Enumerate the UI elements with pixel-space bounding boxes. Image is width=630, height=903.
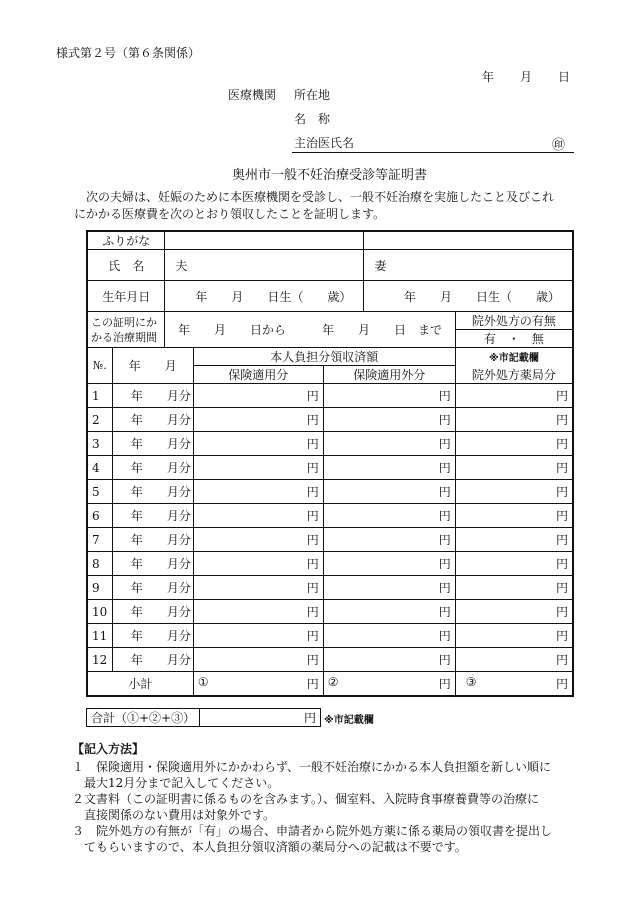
name-label: 氏 名 — [87, 250, 165, 281]
row-uninsured-amount[interactable]: 円 — [323, 600, 455, 624]
total-city-note: ※市記載欄 — [324, 715, 374, 726]
row-uninsured-amount[interactable]: 円 — [323, 528, 455, 552]
institution-address-label: 所在地 — [294, 88, 331, 102]
row-pharmacy-amount[interactable]: 円 — [455, 408, 573, 432]
row-insured-amount[interactable]: 円 — [193, 384, 323, 408]
husband-birthdate-cell[interactable]: 年 月 日生（ 歳） — [165, 281, 364, 312]
row-number: 1 — [87, 384, 112, 408]
furigana-wife-cell[interactable] — [364, 231, 573, 250]
subtotal-pharmacy[interactable] — [455, 672, 573, 697]
table-row — [87, 504, 573, 528]
intro-line-1: 次の夫婦は、妊娠のために本医療機関を受診し、一般不妊治療を実施したこと及びこれ — [86, 190, 555, 204]
row-month[interactable]: 年 月分 — [112, 552, 193, 576]
row-month[interactable]: 年 月分 — [112, 600, 193, 624]
row-pharmacy-amount[interactable]: 円 — [455, 480, 573, 504]
row-pharmacy-amount[interactable]: 円 — [455, 552, 573, 576]
row-insured-amount[interactable]: 円 — [193, 456, 323, 480]
row-uninsured-amount[interactable]: 円 — [323, 648, 455, 672]
row-insured-amount[interactable]: 円 — [193, 408, 323, 432]
row-insured-amount[interactable]: 円 — [193, 480, 323, 504]
table-row — [87, 456, 573, 480]
institution-label: 医療機関 — [228, 88, 277, 102]
row-number: 2 — [87, 408, 112, 432]
note-3-line-2: てもらいますので、本人負担分領収済額の薬局分への記載は不要です。 — [72, 840, 467, 854]
row-insured-amount[interactable]: 円 — [193, 600, 323, 624]
instructions — [72, 741, 572, 855]
row-uninsured-amount[interactable]: 円 — [323, 408, 455, 432]
row-month[interactable]: 年 月分 — [112, 624, 193, 648]
page-title: 奥州市一般不妊治療受診等証明書 — [232, 168, 428, 183]
row-uninsured-amount[interactable]: 円 — [323, 576, 455, 600]
row-uninsured-amount[interactable]: 円 — [323, 456, 455, 480]
table-row — [87, 648, 573, 672]
row-pharmacy-amount[interactable]: 円 — [455, 432, 573, 456]
seal-mark: ㊞ — [552, 138, 566, 153]
row-number: 3 — [87, 432, 112, 456]
row-insured-amount[interactable]: 円 — [193, 552, 323, 576]
monthly-rows — [87, 384, 573, 672]
certificate-table — [86, 230, 574, 697]
row-pharmacy-amount[interactable]: 円 — [455, 576, 573, 600]
table-row — [87, 384, 573, 408]
furigana-label: ふりがな — [87, 231, 165, 250]
row-pharmacy-amount[interactable]: 円 — [455, 504, 573, 528]
row-month[interactable]: 年 月分 — [112, 648, 193, 672]
table-row — [87, 552, 573, 576]
doctor-name-label: 主治医氏名 — [294, 136, 355, 150]
row-insured-amount[interactable]: 円 — [193, 528, 323, 552]
row-number: 8 — [87, 552, 112, 576]
row-insured-amount[interactable]: 円 — [193, 648, 323, 672]
row-number: 9 — [87, 576, 112, 600]
date-year: 年 — [482, 70, 495, 84]
insured-header: 保険適用分 — [193, 366, 323, 384]
row-number: 11 — [87, 624, 112, 648]
row-uninsured-amount[interactable]: 円 — [323, 432, 455, 456]
furigana-husband-cell[interactable] — [165, 231, 364, 250]
row-month[interactable]: 年 月分 — [112, 576, 193, 600]
row-insured-amount[interactable]: 円 — [193, 432, 323, 456]
outside-rx-label: 院外処方の有無 — [455, 312, 573, 330]
subtotal-insured-marker: ① — [197, 675, 209, 689]
row-insured-amount[interactable]: 円 — [193, 576, 323, 600]
row-month[interactable]: 年 月分 — [112, 456, 193, 480]
note-2-line-1: ２文書料（この証明書に係るものを含みます。）、個室料、入院時食事療養費等の治療に — [72, 792, 540, 806]
subtotal-pharmacy-yen: 円 — [555, 677, 568, 691]
year-month-header: 年 月 — [112, 348, 193, 384]
subtotal-insured[interactable] — [193, 672, 323, 697]
subtotal-uninsured[interactable] — [323, 672, 455, 697]
pharmacy-header: 院外処方薬局分 — [455, 366, 573, 384]
wife-birthdate-cell[interactable]: 年 月 日生（ 歳） — [364, 281, 573, 312]
row-month[interactable]: 年 月分 — [112, 384, 193, 408]
date-month: 月 — [520, 70, 533, 84]
institution-name-label: 名 称 — [294, 112, 331, 126]
row-uninsured-amount[interactable]: 円 — [323, 624, 455, 648]
row-number: 10 — [87, 600, 112, 624]
row-insured-amount[interactable]: 円 — [193, 504, 323, 528]
row-number: 12 — [87, 648, 112, 672]
self-pay-header: 本人負担分領収済額 — [193, 348, 455, 366]
row-uninsured-amount[interactable]: 円 — [323, 552, 455, 576]
row-month[interactable]: 年 月分 — [112, 480, 193, 504]
uninsured-header: 保険適用外分 — [323, 366, 455, 384]
instructions-heading: 【記入方法】 — [72, 742, 145, 756]
row-number: 4 — [87, 456, 112, 480]
row-pharmacy-amount[interactable]: 円 — [455, 528, 573, 552]
table-row — [87, 480, 573, 504]
birthdate-label: 生年月日 — [87, 281, 165, 312]
subtotal-label: 小計 — [87, 672, 193, 697]
row-month[interactable]: 年 月分 — [112, 408, 193, 432]
table-row — [87, 528, 573, 552]
table-row — [87, 408, 573, 432]
treatment-period-cell[interactable]: 年 月 日から 年 月 日 まで — [165, 312, 455, 348]
form-number: 様式第２号（第６条関係） — [56, 46, 201, 60]
wife-name-cell[interactable]: 妻 — [364, 250, 573, 281]
table-row — [87, 576, 573, 600]
outside-rx-choice[interactable]: 有 ・ 無 — [455, 330, 573, 348]
table-row — [87, 624, 573, 648]
table-row — [87, 432, 573, 456]
subtotal-uninsured-marker: ② — [327, 675, 339, 689]
row-pharmacy-amount[interactable]: 円 — [455, 384, 573, 408]
row-number: 7 — [87, 528, 112, 552]
intro-line-2: にかかる医療費を次のとおり領収したことを証明します。 — [74, 207, 386, 221]
subtotal-pharmacy-marker: ③ — [465, 675, 477, 689]
subtotal-insured-yen: 円 — [306, 677, 319, 691]
total-amount-cell[interactable]: 円 — [200, 709, 321, 727]
treatment-period-label-line1: この証明にか — [91, 315, 157, 329]
row-number: 6 — [87, 504, 112, 528]
row-uninsured-amount[interactable]: 円 — [323, 504, 455, 528]
row-pharmacy-amount[interactable]: 円 — [455, 624, 573, 648]
row-month[interactable]: 年 月分 — [112, 432, 193, 456]
treatment-period-label-line2: かる治療期間 — [91, 330, 157, 344]
treatment-period-label — [87, 312, 165, 348]
date-day: 日 — [558, 70, 571, 84]
city-note-header: ※市記載欄 — [455, 348, 573, 366]
note-2-line-2: 直接関係のない費用は対象外です。 — [72, 808, 276, 822]
note-1-line-1: １ 保険適用・保険適用外にかかわらず、一般不妊治療にかかる本人負担額を新しい順に — [72, 760, 552, 774]
row-pharmacy-amount[interactable]: 円 — [455, 600, 573, 624]
row-insured-amount[interactable]: 円 — [193, 624, 323, 648]
note-3-line-1: ３ 院外処方の有無が「有」の場合、申請者から院外処方薬に係る薬局の領収書を提出し — [72, 824, 553, 838]
note-1-line-2: 最大12月分まで記入してください。 — [72, 776, 280, 790]
table-row — [87, 600, 573, 624]
doctor-underline — [292, 152, 574, 153]
row-uninsured-amount[interactable]: 円 — [323, 384, 455, 408]
row-pharmacy-amount[interactable]: 円 — [455, 648, 573, 672]
row-pharmacy-amount[interactable]: 円 — [455, 456, 573, 480]
row-month[interactable]: 年 月分 — [112, 504, 193, 528]
number-header: №. — [87, 348, 112, 384]
subtotal-uninsured-yen: 円 — [438, 677, 451, 691]
row-month[interactable]: 年 月分 — [112, 528, 193, 552]
row-number: 5 — [87, 480, 112, 504]
row-uninsured-amount[interactable]: 円 — [323, 480, 455, 504]
husband-name-cell[interactable]: 夫 — [165, 250, 364, 281]
total-table — [86, 708, 321, 727]
total-label: 合計（①+②+③） — [87, 709, 200, 727]
